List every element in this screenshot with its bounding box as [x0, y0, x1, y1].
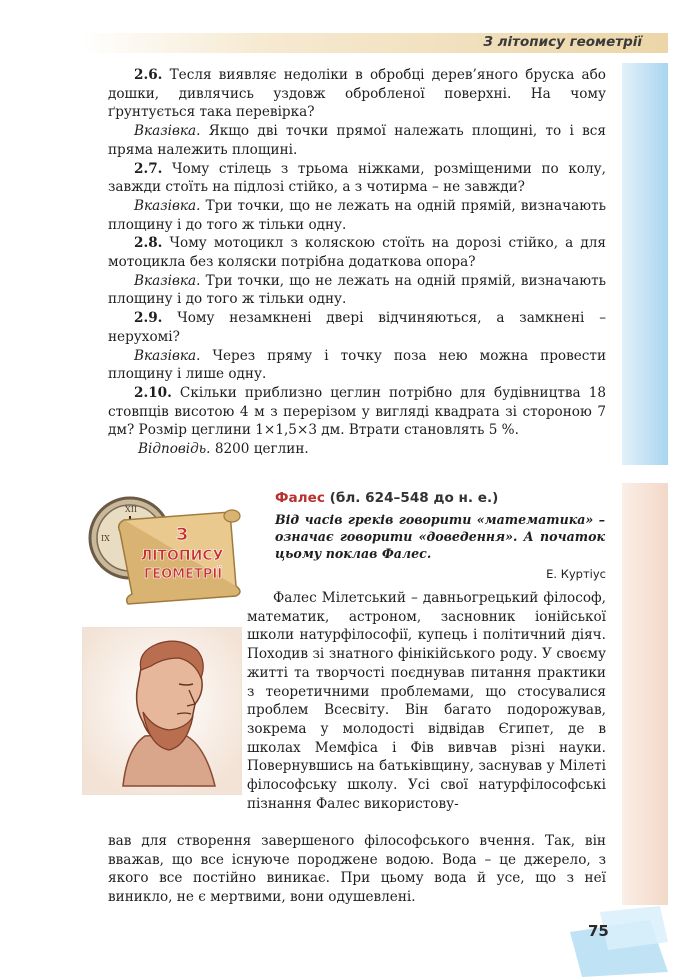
chronicle-badge-illustration [88, 490, 248, 615]
thales-portrait [82, 627, 242, 795]
side-panel-blue [622, 63, 668, 465]
thales-heading [275, 490, 615, 506]
corner-decoration [560, 902, 670, 977]
hint-2-9: Вказівка. Через пряму і точку поза нею можна провести площину і лише одну. [108, 347, 606, 383]
svg-text:XII: XII [125, 505, 138, 514]
hint-2-6: Вказівка. Якщо дві точки прямої належать площині, то і вся пряма належить площині. [108, 123, 606, 158]
problem-2-8: 2.8. Чому мотоцикл з коляскою стоїть на дорозі стійко, а для мотоцикла без коляски потрібна додаткова опора? [108, 235, 606, 271]
answer-2-10: Відповідь. 8200 цеглин. [138, 441, 309, 458]
thales-biography-continued: вав для створення завершеного філософського вчення. Так, він вважав, що все існуюче породжене водою. Вода – це джерело, з якого все постійно виникає. При цьому вода й усе, що з неї виникло, не є мертвими, вони одушевлені. [108, 833, 606, 906]
running-header: З літопису геометрії [483, 34, 642, 50]
hint-2-8: Вказівка. Три точки, що не лежать на одній прямій, визначають площину і до того ж тільки одну. [108, 272, 606, 308]
epigraph-author: Е. Куртіус [546, 567, 606, 581]
badge-line-3: ГЕОМЕТРІЇ [143, 567, 223, 582]
problem-2-6: 2.6. Тесля виявляє недоліки в обробці дерев’яного бруска або дошки, дивлячись уздовж обробленої поверхні. На чому ґрунтується така перевірка? [108, 67, 606, 121]
thales-dates: (бл. 624–548 до н. е.) [329, 490, 499, 506]
problem-2-10: 2.10. Скільки приблизно цеглин потрібно для будівництва 18 стовпців висотою 4 м з перерізом у вигляді квадрата зі стороною 7 дм? Розмір цеглини 1×1,5×3 дм. Втрати становлять 5 %. [108, 384, 606, 439]
problems-block [108, 66, 606, 459]
side-panel-pink [622, 483, 668, 905]
thales-biography: Фалес Мілетський – давньогрецький філософ, математик, астроном, засновник іонійської школи натурфілософії, купець і політичний діяч. Походив зі знатного фінікійського роду. У своєму житті та творчості поєднував питання практики з теоретичними проблемами, що стосувалися проблем Всесвіту. Він багато подорожував, зокрема у молодості відвідав Єгипет, де в школах Мемфіса і Фів вивчав різні науки. Повернувшись на батьківщину, заснував у Мілеті філософську школу. Усі свої натурфілософські пізнання Фалес використову- [247, 590, 606, 812]
svg-text:IX: IX [101, 534, 110, 543]
problem-2-9: 2.9. Чому незамкнені двері відчиняються, а замкнені – нерухомі? [108, 310, 606, 345]
badge-line-2: ЛІТОПИСУ [140, 548, 224, 564]
thales-bust-illustration [83, 628, 241, 794]
page-number: 75 [588, 922, 609, 940]
epigraph: Від часів греків говорити «математика» – означає говорити «доведення». А початок цьому поклав Фалес. [275, 512, 605, 561]
thales-name: Фалес [275, 490, 325, 506]
badge-line-1: З [175, 525, 189, 545]
problem-2-7: 2.7. Чому стілець з трьома ніжками, розміщеними по колу, завжди стоїть на підлозі стійко, а з чотирма – не завжди? [108, 160, 606, 196]
hint-2-7: Вказівка. Три точки, що не лежать на одній прямій, визначають площину і до того ж тільки одну. [108, 197, 606, 233]
